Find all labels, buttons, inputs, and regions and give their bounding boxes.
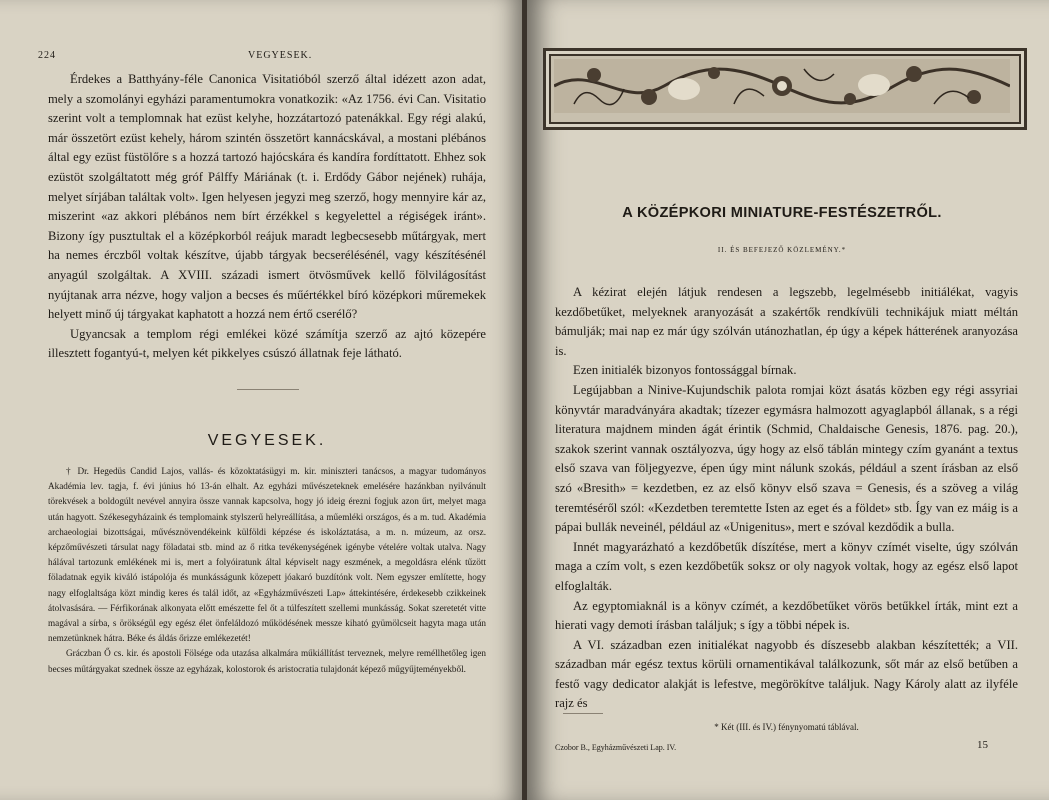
ornamental-header-banner <box>543 48 1027 130</box>
obituary-paragraph: † Dr. Hegedüs Candid Lajos, vallás- és közoktatásügyi m. kir. miniszteri tanácsos, a magyar tudományos Akadémia lev. tagja, f. évi június hó 13-án elhalt. Az egyházi művészeteknek emelésére hazánkban nyilvánult törekvések a boldogúlt nevével annyira össze vannak kapcsolva, hogy jó ideig érezni fogjuk azon űrt, melyet maga után hagyott. Székesegyházaink és templomaink stylszerű helyreállítása, a műemléki országos, és a m. tud. Akadémia archaeologiai bizottságai, művésznövendékeink külföldi képzése és iskoláztatása, a m. n. múzeum, az orsz. képzőművészeti társulat nagy föladatai stb. mind az ő ritka tevékenységének igénybe vételére voltak utalva. Nagy hálával tartozunk emlékének mi is, mert a folyóiratunk által képviselt nagy eszmének, a megoldásra elénk tűzött föladatnak egyik kiváló istápolója és munkásságunk közepett jóakaró buzdítónk volt. Nem egyszer említette, hogy nagy elfoglaltsága közt mindig keres és talál időt, az «Egyházművészeti Lap» áttekintésére, érdekesebb czikkeinek átolvasására. — Férfikorának alkonyata előtt emészette fel őt a túlfeszített szellemi munkásság. Sokat szeretetét vitte magával a sírba, s örökségül egy egész élet önfeláldozó működésének messze kiható gyümölcseit hagyta maga után nemzetünknek hátra. Béke és áldás őrizze emlékezetét! <box>48 466 486 644</box>
footer-signature: Czobor B., Egyházművészeti Lap. IV. <box>555 743 677 752</box>
article-title: A KÖZÉPKORI MINIATURE-FESTÉSZETRŐL. <box>622 205 942 221</box>
paragraph: Ezen initialék bizonyos fontossággal bírnak. <box>573 363 797 378</box>
news-paragraph: Gráczban Ő cs. kir. és apostoli Fölsége oda utazása alkalmára műkiállítást terveznek, melyre reméllhetőleg igen becses műtárgyakat szednek össze az egyházak, kolostorok és aristocratia tulajdonát képező műgyűjteményekből. <box>48 648 486 674</box>
paragraph: Ugyancsak a templom régi emlékei közé számítja szerző az ajtó közepére illesztett fogantyú-t, melyen két pikkelyes csúszó állatnak feje látható. <box>48 326 486 361</box>
paragraph: A VI. században ezen initialékat nagyobb és díszesebb alakban készítették; a VII. században már egész textus körüli ornamentikával találkozunk, sőt már az első betűben a festő vagy dedicator alakját is lefestve, megörökítve találjuk. Nagy Károly alatt az ilyféle rajz és <box>555 637 1018 711</box>
left-page <box>0 0 522 800</box>
footnote-rule <box>563 713 603 714</box>
page-number: 15 <box>977 739 988 751</box>
paragraph: Legújabban a Ninive-Kujundschik palota romjai közt ásatás közben egy régi assyriai könyvtár maradványára akadtak; tízezer egymásra halmozott agyaglapból állanak, s a régi literatura majdnem minden ágát érintik (Schmid, Chaldaische Genesis, 1876. pag. 20.), szakok szerint vannak osztályozva, úgy hogy az első táblán mintegy czím gyanánt a textus első szava van följegyezve, épen úgy mint nálunk szokás, például a szent írásban az első szó «Bresith» = kezdetben, ez az első könyv első szava = Genesis, és a szöveg a világ teremtéséről szól: «Kezdetben teremtette Isten az eget és a földet» stb. Így van ez máig is a pápai bullák neveinél, például az «Unigenitus», mert e szóval kezdődik a bulla. <box>555 382 1018 535</box>
right-page <box>527 0 1049 800</box>
footnote: * Két (III. és IV.) fénynyomatú táblával. <box>714 722 859 732</box>
page-number: 224 <box>38 50 56 61</box>
paragraph: Érdekes a Batthyány-féle Canonica Visitatióból szerző által idézett azon adat, mely a szomolányi egyházi paramentumokra vonatkozik: «Az 1756. évi Can. Visitatio szerint volt a templomnak hat ezüst kelyhe, hozzátartozó patenákkal. Egy régi alakú, már összetört ezüst kehely, három szintén összetört kannácskával, a mostani plébános által egy ezüst füstölőre s a hozzá tartozó hajócskára és kandíra fordíttatott. Ehhez sok ezüstöt szolgáltatott még gróf Pálffy Máriának (t. i. Erdődy Gábor nejének) ruhája, melyet sírjában találtak volt». Igen helyesen jegyzi meg szerző, hogy mennyire kár az, miszerint «az akkori plébános nem bírt érzékkel s kegyelettel a régiségek iránt». Bizony így pusztultak el a középkorból reájuk maradt legbecsesebb műtárgyak, mert ha nemes érczből voltak készítve, újabb tárgyak becserélésénél, vagy készítésénél anyagúl szolgáltak. A XVIII. századi ismert ötvösművek kellő fölvilágosítást nyújtanak arra nézve, hogy valjon a becses és műértékkel bíró középkori műremekek helyett minő új tárgyakat kaphatott a hozzá nem értő cserélő? <box>48 72 486 322</box>
divider <box>237 389 299 390</box>
right-body-text <box>555 283 1018 714</box>
article-subtitle: II. ÉS BEFEJEZŐ KÖZLEMÉNY.* <box>717 246 847 254</box>
paragraph: Az egyptomiaknál is a könyv czímét, a kezdőbetűket vörös betűkkel írták, mint ezt a hierati vagy demoti írásban találjuk; s így a többi népek is. <box>555 598 1018 633</box>
news-column <box>48 464 486 677</box>
paragraph: A kézirat elején látjuk rendesen a legszebb, legelmésebb initiálékat, vagyis kezdőbetűket, melyeknek aranyozását a szakértők rendkívüli technikájuk miatt méltán bámulják; mai nap ez már úgy szólván utánozhatlan, ép úgy a képek hátterének aranyozása is. <box>555 285 1018 358</box>
left-body-text <box>48 70 486 364</box>
section-title: VEGYESEK. <box>207 432 327 449</box>
running-head <box>38 50 498 66</box>
ornament-icon <box>554 59 1010 113</box>
running-title: VEGYESEK. <box>248 50 313 61</box>
paragraph: Innét magyarázható a kezdőbetűk díszítése, mert a könyv czímét viselte, úgy szólván maga a czím volt, s ezen kezdőbetűk soksz or oly nagyok voltak, hogy az egész első lapot elfoglalták. <box>555 539 1018 593</box>
